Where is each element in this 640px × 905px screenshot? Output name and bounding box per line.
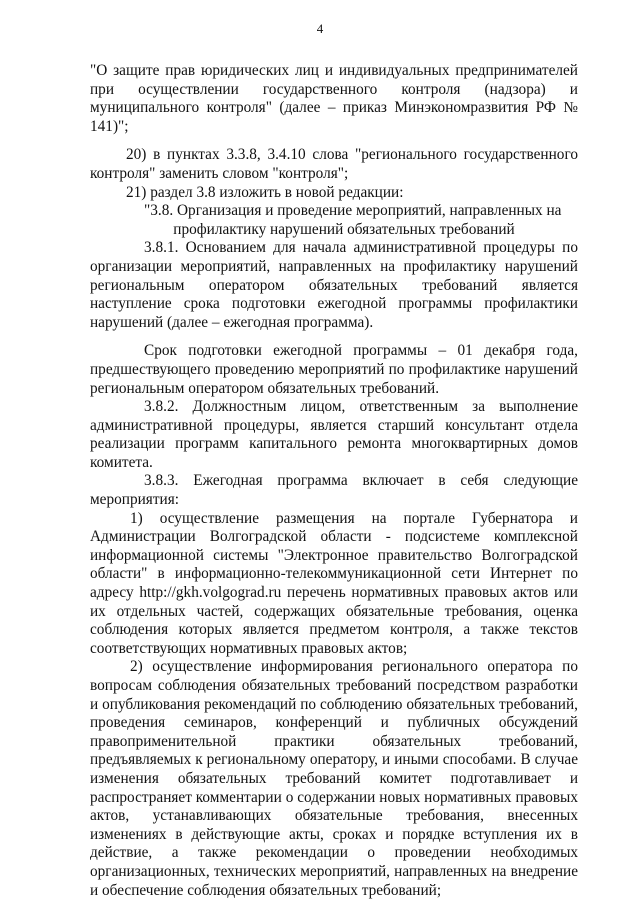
- document-body: [90, 62, 578, 900]
- deadline-paragraph: Срок подготовки ежегодной программы – 01 декабря года, предшествующего проведению мероприятий по профилактике нарушений региональным оператором обязательных требований.: [90, 342, 578, 397]
- clause-3-8-3-paragraph: 3.8.3. Ежегодная программа включает в себя следующие мероприятия:: [90, 472, 578, 509]
- list-item-1-paragraph: 1) осуществление размещения на портале Губернатора и Администрации Волгоградской области - подсистеме комплексной информационной системы "Электронное правительство Волгоградской области" в информационно-телекоммуникационной сети Интернет по адресу http://gkh.volgograd.ru перечень нормативных правовых актов или их отдельных частей, содержащих обязательные требования, оценка соблюдения которых является предметом контроля, а также текстов соответствующих нормативных правовых актов;: [90, 509, 578, 657]
- item-21-paragraph: 21) раздел 3.8 изложить в новой редакции:: [126, 183, 404, 201]
- item-20-paragraph: 20) в пунктах 3.3.8, 3.4.10 слова "регионального государственного контроля" заменить словом "контроля";: [90, 146, 578, 182]
- list-item-2-paragraph: 2) осуществление информирования регионального оператора по вопросам соблюдения обязательных требований посредством разработки и опубликования рекомендаций по соблюдению обязательных требований, проведения семинаров, конференций и публичных обсуждений правоприменительной практики обязательных требований, предъявляемых к региональному оператору, и иными способами. В случае изменения обязательных требований комитет подготавливает и распространяет комментарии о содержании новых нормативных правовых актов, устанавливающих обязательные требования, внесенных изменениях в действующие акты, сроках и порядке вступления их в действие, а также рекомендации о проведении необходимых организационных, технических мероприятий, направленных на внедрение и обеспечение соблюдения обязательных требований;: [90, 658, 578, 899]
- clause-3-8-2-paragraph: 3.8.2. Должностным лицом, ответственным за выполнение административной процедуры, является старший консультант отдела реализации программ капитального ремонта многоквартирных домов комитета.: [90, 398, 578, 471]
- quote-continuation-paragraph: "О защите прав юридических лиц и индивидуальных предпринимателей при осуществлении государственного контроля (надзора) и муниципального контроля" (далее – приказ Минэкономразвития РФ № 141)";: [90, 62, 578, 135]
- section-3-8-heading-line-2: профилактику нарушений обязательных требований: [173, 220, 515, 238]
- page-number: 4: [316, 21, 324, 36]
- section-3-8-heading: "3.8. Организация и проведение мероприятий, направленных на: [144, 202, 562, 220]
- clause-3-8-1-paragraph: 3.8.1. Основанием для начала административной процедуры по организации мероприятий, направленных на профилактику нарушений региональным оператором обязательных требований является наступление срока подготовки ежегодной программы профилактики нарушений (далее – ежегодная программа).: [90, 239, 578, 331]
